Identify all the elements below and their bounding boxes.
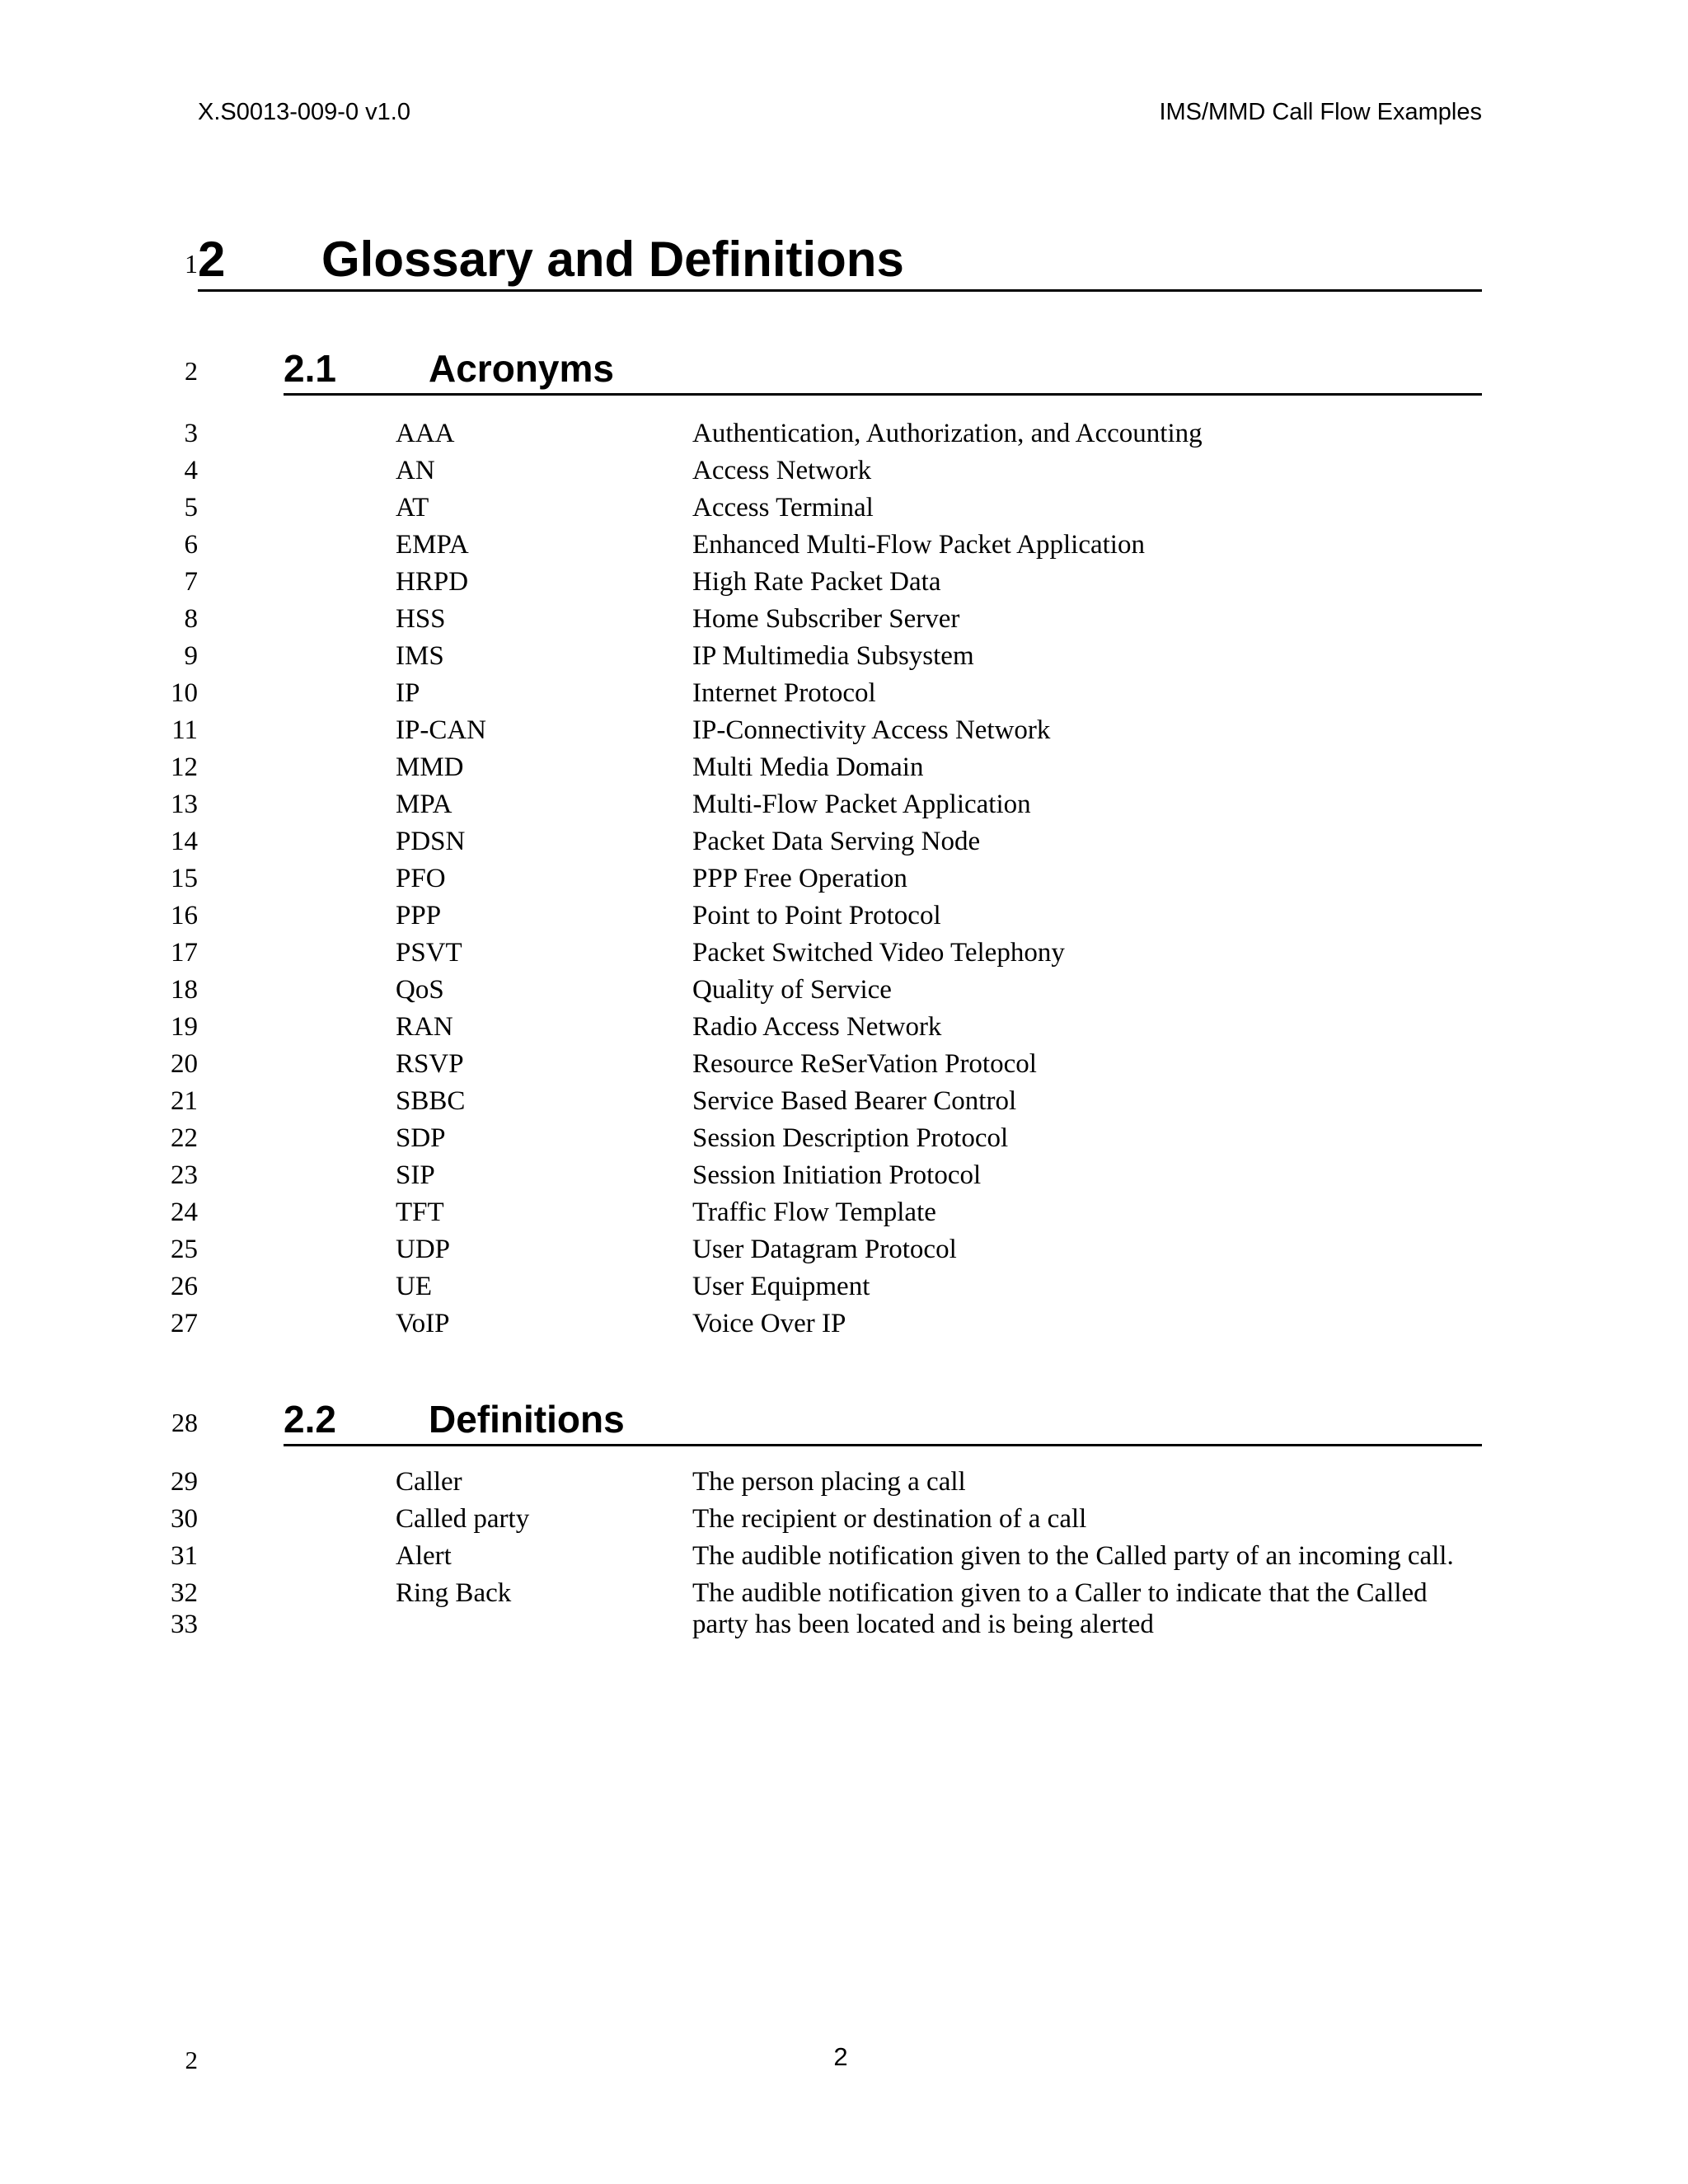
acronym-row [148,1272,1550,1309]
acronym-row [148,530,1550,567]
acronym-description: Traffic Flow Template [692,1197,936,1227]
acronym-description: Voice Over IP [692,1309,846,1338]
section-title: Acronyms [429,347,614,390]
line-number: 21 [171,1086,198,1116]
acronym-description: Session Initiation Protocol [692,1160,982,1190]
acronym-term: IMS [396,641,444,671]
acronym-row [148,641,1550,678]
doc-title-header: IMS/MMD Call Flow Examples [1159,99,1482,125]
acronym-description: Quality of Service [692,975,892,1005]
acronym-term: UDP [396,1235,451,1264]
line-number: 25 [171,1235,198,1264]
acronym-term: HSS [396,604,446,634]
definition-term: Caller [396,1467,462,1497]
acronym-row [148,567,1550,604]
line-number: 19 [171,1012,198,1042]
section-rule [284,1444,1482,1446]
acronym-description: PPP Free Operation [692,864,907,893]
acronym-term: UE [396,1272,432,1301]
acronym-row [148,1123,1550,1160]
acronym-description: Access Terminal [692,493,874,523]
line-number: 9 [184,641,198,671]
acronym-row [148,419,1550,456]
chapter-title: Glossary and Definitions [321,232,904,287]
acronym-term: AN [396,456,435,485]
acronym-row [148,1197,1550,1235]
acronym-row [148,752,1550,790]
line-number: 7 [184,567,198,597]
acronym-row [148,456,1550,493]
line-number: 17 [171,938,198,968]
acronym-row [148,827,1550,864]
line-number: 29 [171,1467,198,1497]
acronym-description: IP-Connectivity Access Network [692,715,1051,745]
acronym-description: Enhanced Multi-Flow Packet Application [692,530,1145,560]
acronym-term: IP [396,678,420,708]
acronym-term: IP-CAN [396,715,487,745]
acronym-row [148,1086,1550,1123]
line-number: 4 [184,456,198,485]
acronym-row [148,715,1550,752]
acronym-row [148,938,1550,975]
definition-description: party has been located and is being alerted [692,1610,1154,1639]
chapter-rule [198,289,1482,292]
line-number: 10 [171,678,198,708]
acronym-term: PSVT [396,938,462,968]
line-number: 6 [184,530,198,560]
definition-description: The audible notification given to the Called party of an incoming call. [692,1541,1454,1571]
acronym-term: PFO [396,864,446,893]
line-number: 16 [171,901,198,930]
acronym-term: EMPA [396,530,469,560]
acronym-term: RAN [396,1012,453,1042]
chapter-number: 2 [198,232,226,287]
acronym-term: QoS [396,975,444,1005]
line-number: 11 [171,715,198,745]
line-number: 23 [171,1160,198,1190]
acronym-term: PDSN [396,827,466,856]
line-number: 33 [171,1610,198,1639]
definition-row [148,1467,1550,1504]
definition-description: The recipient or destination of a call [692,1504,1087,1534]
line-number: 20 [171,1049,198,1079]
definition-term: Called party [396,1504,530,1534]
acronym-description: Point to Point Protocol [692,901,941,930]
line-number: 18 [171,975,198,1005]
acronym-description: Access Network [692,456,872,485]
line-number: 22 [171,1123,198,1153]
acronym-description: Packet Switched Video Telephony [692,938,1065,968]
acronym-row [148,1049,1550,1086]
acronym-row [148,790,1550,827]
definition-term: Ring Back [396,1578,512,1608]
definition-term: Alert [396,1541,452,1571]
line-number: 27 [171,1309,198,1338]
acronym-row [148,975,1550,1012]
line-number: 15 [171,864,198,893]
section-rule [284,393,1482,396]
footer-line-number: 2 [185,2046,198,2074]
acronym-description: Multi-Flow Packet Application [692,790,1031,819]
acronym-description: User Datagram Protocol [692,1235,957,1264]
acronym-row [148,1160,1550,1197]
acronym-term: SBBC [396,1086,466,1116]
definition-description: The audible notification given to a Caller to indicate that the Called [692,1578,1428,1608]
acronym-description: Session Description Protocol [692,1123,1009,1153]
line-number: 2 [185,356,198,386]
line-number: 26 [171,1272,198,1301]
acronym-description: Home Subscriber Server [692,604,960,634]
line-number: 8 [184,604,198,634]
acronym-description: User Equipment [692,1272,870,1301]
acronym-row [148,864,1550,901]
line-number: 28 [171,1408,198,1437]
acronym-row [148,604,1550,641]
acronym-description: Multi Media Domain [692,752,924,782]
acronym-description: Internet Protocol [692,678,876,708]
acronym-description: Service Based Bearer Control [692,1086,1017,1116]
definition-row [148,1541,1550,1578]
acronym-term: RSVP [396,1049,464,1079]
acronym-term: TFT [396,1197,444,1227]
section-number: 2.1 [284,347,336,390]
acronym-description: High Rate Packet Data [692,567,941,597]
acronym-term: AT [396,493,429,523]
section-number: 2.2 [284,1398,336,1441]
line-number: 14 [171,827,198,856]
acronym-description: Authentication, Authorization, and Accounting [692,419,1203,448]
acronym-row [148,1235,1550,1272]
acronym-term: SIP [396,1160,435,1190]
acronym-row [148,1309,1550,1346]
line-number: 24 [171,1197,198,1227]
definition-row [148,1610,1550,1647]
acronym-row [148,1012,1550,1049]
acronym-row [148,901,1550,938]
definition-row [148,1504,1550,1541]
doc-id-header: X.S0013-009-0 v1.0 [198,99,410,125]
acronym-term: MPA [396,790,452,819]
acronym-description: Resource ReSerVation Protocol [692,1049,1037,1079]
acronym-term: HRPD [396,567,469,597]
line-number: 13 [171,790,198,819]
acronym-term: AAA [396,419,455,448]
line-number: 31 [171,1541,198,1571]
line-number: 30 [171,1504,198,1534]
acronym-term: PPP [396,901,442,930]
acronym-term: SDP [396,1123,446,1153]
line-number: 32 [171,1578,198,1608]
acronym-term: MMD [396,752,464,782]
line-number: 5 [184,493,198,523]
section-title: Definitions [429,1398,625,1441]
acronym-description: IP Multimedia Subsystem [692,641,974,671]
acronym-description: Packet Data Serving Node [692,827,981,856]
line-number: 1 [185,249,198,279]
line-number: 3 [184,419,198,448]
acronym-term: VoIP [396,1309,450,1338]
definition-description: The person placing a call [692,1467,966,1497]
page-number: 2 [833,2042,848,2071]
line-number: 12 [171,752,198,782]
acronym-description: Radio Access Network [692,1012,942,1042]
acronym-row [148,493,1550,530]
acronym-row [148,678,1550,715]
